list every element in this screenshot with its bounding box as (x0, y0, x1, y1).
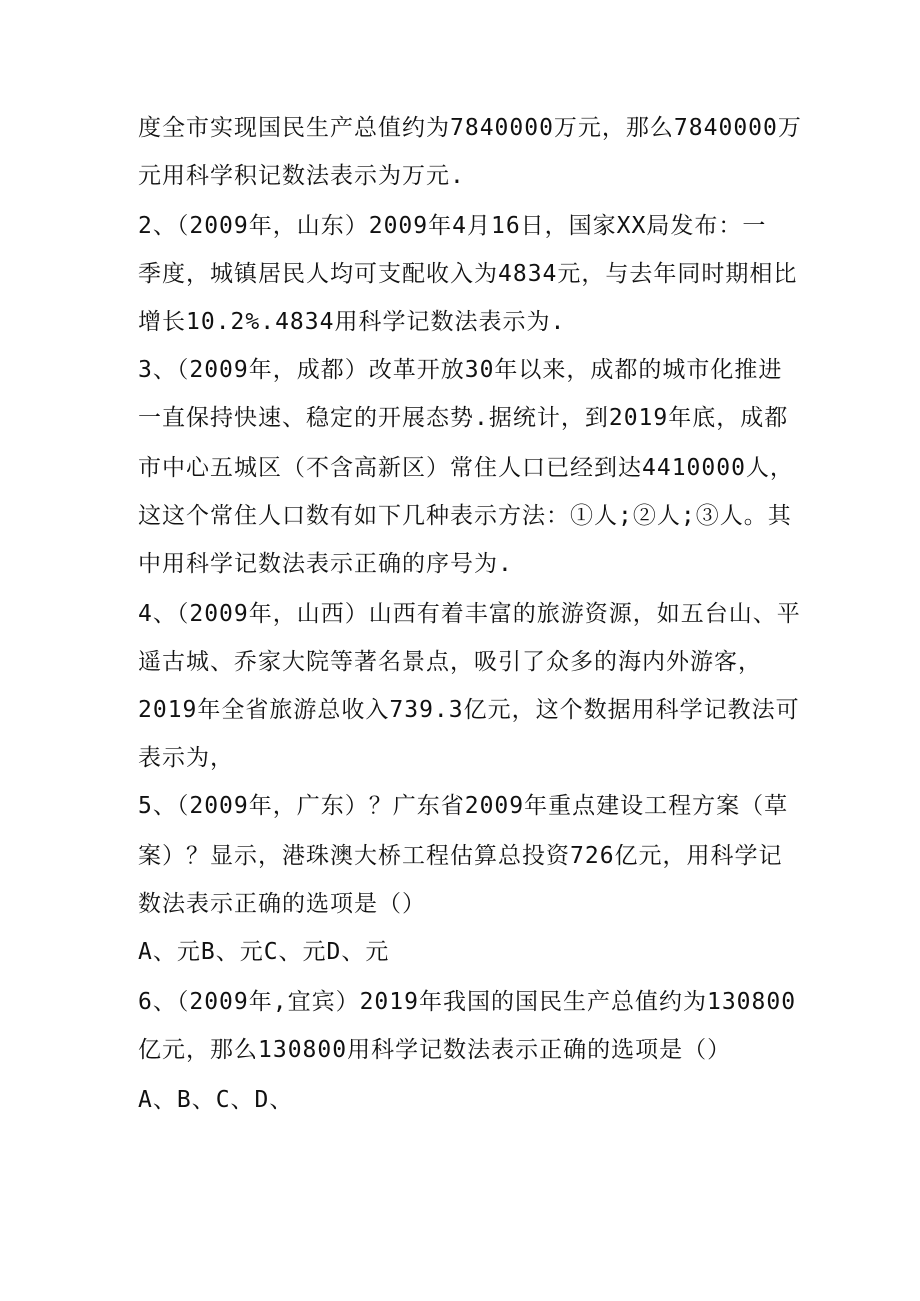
text-line: 亿元，那么130800用科学记数法表示正确的选项是（） (138, 1037, 732, 1063)
text-line: 一直保持快速、稳定的开展态势.据统计，到2019年底，成都 (138, 405, 789, 431)
text-line: 遥古城、乔家大院等著名景点，吸引了众多的海内外游客， (138, 649, 762, 675)
text-line: 季度，城镇居民人均可支配收入为4834元，与去年同时期相比 (138, 261, 798, 287)
text-line: 2019年全省旅游总收入739.3亿元，这个数据用科学记教法可 (138, 697, 800, 723)
text-line: 增长10.2%.4834用科学记数法表示为. (138, 309, 566, 335)
text-line: 度全市实现国民生产总值约为7840000万元，那么7840000万 (138, 115, 802, 141)
text-line: 表示为， (138, 745, 234, 771)
text-line: 市中心五城区（不含高新区）常住人口已经到达4410000人， (138, 455, 794, 481)
question-3-line: 3、（2009年，成都）改革开放30年以来，成都的城市化推进 (138, 357, 783, 383)
question-5-line: 5、（2009年，广东）？广东省2009年重点建设工程方案（草 (138, 793, 789, 819)
answer-options-line: A、元B、元C、元D、元 (138, 939, 390, 965)
text-line: 数法表示正确的选项是（） (138, 891, 426, 917)
question-2-line: 2、（2009年，山东）2009年4月16日，国家XX局发布：一 (138, 213, 767, 239)
text-line: 这这个常住人口数有如下几种表示方法：①人;②人;③人。其 (138, 503, 792, 529)
text-line: 元用科学积记数法表示为万元. (138, 163, 465, 189)
answer-options-line: A、B、C、D、 (138, 1087, 294, 1113)
text-line: 中用科学记数法表示正确的序号为. (138, 551, 513, 577)
text-line: 案）？显示，港珠澳大桥工程估算总投资726亿元，用科学记 (138, 843, 783, 869)
question-6-line: 6、（2009年,宜宾）2019年我国的国民生产总值约为130800 (138, 989, 797, 1015)
question-4-line: 4、（2009年，山西）山西有着丰富的旅游资源，如五台山、平 (138, 601, 801, 627)
